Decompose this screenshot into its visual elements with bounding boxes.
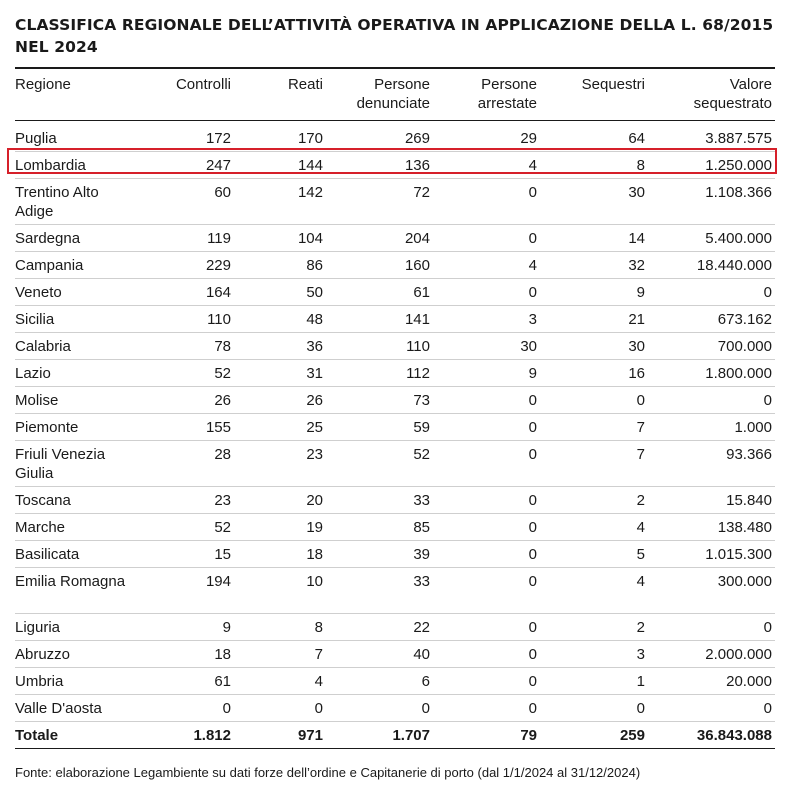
cell-valore-sequestrato: 18.440.000 [648,252,775,279]
cell-regione: Umbria [15,668,130,695]
cell-valore-sequestrato: 5.400.000 [648,225,775,252]
cell-valore-sequestrato: 0 [648,279,775,306]
cell-persone-arrestate: 0 [433,414,540,441]
cell-controlli: 1.812 [130,722,234,749]
table-row [15,121,775,152]
cell-valore-sequestrato: 138.480 [648,514,775,541]
cell-valore-sequestrato: 1.800.000 [648,360,775,387]
table-row [15,568,775,614]
table-row [15,641,775,668]
cell-sequestri: 259 [540,722,648,749]
header-regione: Regione [15,72,130,121]
cell-persone-denunciate: 59 [326,414,433,441]
header-persone-arrestate: Persone arrestate [433,72,540,121]
cell-persone-denunciate: 1.707 [326,722,433,749]
cell-persone-arrestate: 0 [433,668,540,695]
cell-controlli: 247 [130,152,234,179]
cell-reati: 7 [234,641,326,668]
cell-persone-denunciate: 61 [326,279,433,306]
cell-persone-arrestate: 0 [433,441,540,487]
table-title: CLASSIFICA REGIONALE DELL’ATTIVITÀ OPERATIVA IN APPLICAZIONE DELLA L. 68/2015 NEL 2024 [15,16,774,56]
cell-reati: 48 [234,306,326,333]
table-row [15,514,775,541]
cell-sequestri: 30 [540,333,648,360]
table-row [15,668,775,695]
cell-controlli: 60 [130,179,234,225]
cell-regione: Piemonte [15,414,130,441]
cell-controlli: 23 [130,487,234,514]
cell-persone-arrestate: 9 [433,360,540,387]
cell-regione: Puglia [15,121,130,152]
table-row [15,306,775,333]
cell-reati: 4 [234,668,326,695]
cell-regione: Calabria [15,333,130,360]
table-row [15,179,775,225]
cell-reati: 104 [234,225,326,252]
total-row [15,722,775,749]
cell-persone-arrestate: 0 [433,568,540,614]
cell-reati: 142 [234,179,326,225]
table-row [15,387,775,414]
cell-persone-denunciate: 269 [326,121,433,152]
cell-persone-arrestate: 4 [433,252,540,279]
cell-regione: Sicilia [15,306,130,333]
table-row [15,614,775,641]
table-row [15,441,775,487]
cell-controlli: 18 [130,641,234,668]
cell-persone-denunciate: 204 [326,225,433,252]
cell-persone-arrestate: 0 [433,279,540,306]
cell-valore-sequestrato: 15.840 [648,487,775,514]
cell-persone-arrestate: 4 [433,152,540,179]
cell-regione: Basilicata [15,541,130,568]
cell-regione: Veneto [15,279,130,306]
cell-sequestri: 4 [540,568,648,614]
cell-persone-arrestate: 0 [433,387,540,414]
cell-regione: Abruzzo [15,641,130,668]
cell-persone-denunciate: 33 [326,487,433,514]
cell-regione: Lazio [15,360,130,387]
cell-reati: 144 [234,152,326,179]
cell-reati: 971 [234,722,326,749]
cell-persone-arrestate: 0 [433,695,540,722]
cell-persone-arrestate: 0 [433,225,540,252]
cell-valore-sequestrato: 36.843.088 [648,722,775,749]
cell-persone-denunciate: 33 [326,568,433,614]
cell-persone-denunciate: 0 [326,695,433,722]
cell-persone-denunciate: 22 [326,614,433,641]
cell-valore-sequestrato: 3.887.575 [648,121,775,152]
table-row [15,252,775,279]
table-row-highlighted [15,152,775,179]
cell-reati: 36 [234,333,326,360]
table-row [15,541,775,568]
cell-persone-arrestate: 0 [433,179,540,225]
cell-sequestri: 21 [540,306,648,333]
table-row [15,225,775,252]
cell-persone-arrestate: 0 [433,541,540,568]
cell-regione: Molise [15,387,130,414]
cell-controlli: 26 [130,387,234,414]
table-body [15,121,775,749]
cell-regione: Trentino Alto Adige [15,179,130,225]
cell-persone-denunciate: 85 [326,514,433,541]
table-row [15,487,775,514]
cell-reati: 18 [234,541,326,568]
table-row [15,360,775,387]
header-row [15,72,775,121]
cell-valore-sequestrato: 300.000 [648,568,775,614]
cell-reati: 23 [234,441,326,487]
table-row [15,279,775,306]
cell-regione: Liguria [15,614,130,641]
cell-sequestri: 8 [540,152,648,179]
cell-persone-denunciate: 40 [326,641,433,668]
cell-controlli: 110 [130,306,234,333]
cell-sequestri: 32 [540,252,648,279]
cell-regione: Lombardia [15,152,130,179]
cell-reati: 0 [234,695,326,722]
cell-persone-denunciate: 112 [326,360,433,387]
cell-persone-denunciate: 160 [326,252,433,279]
cell-sequestri: 1 [540,668,648,695]
cell-sequestri: 7 [540,441,648,487]
header-valore-sequestrato: Valore sequestrato [648,72,775,121]
cell-persone-denunciate: 52 [326,441,433,487]
cell-regione: Friuli Venezia Giulia [15,441,130,487]
table-row [15,333,775,360]
cell-persone-arrestate: 79 [433,722,540,749]
cell-reati: 19 [234,514,326,541]
table-row [15,695,775,722]
cell-sequestri: 16 [540,360,648,387]
cell-valore-sequestrato: 1.108.366 [648,179,775,225]
cell-controlli: 9 [130,614,234,641]
cell-valore-sequestrato: 1.015.300 [648,541,775,568]
cell-persone-denunciate: 141 [326,306,433,333]
cell-persone-denunciate: 73 [326,387,433,414]
cell-valore-sequestrato: 20.000 [648,668,775,695]
header-controlli: Controlli [130,72,234,121]
cell-sequestri: 4 [540,514,648,541]
cell-reati: 25 [234,414,326,441]
header-sequestri: Sequestri [540,72,648,121]
cell-reati: 26 [234,387,326,414]
cell-controlli: 78 [130,333,234,360]
cell-persone-arrestate: 29 [433,121,540,152]
cell-regione: Marche [15,514,130,541]
cell-valore-sequestrato: 673.162 [648,306,775,333]
cell-persone-denunciate: 110 [326,333,433,360]
cell-sequestri: 0 [540,387,648,414]
header-reati: Reati [234,72,326,121]
cell-reati: 8 [234,614,326,641]
cell-persone-denunciate: 72 [326,179,433,225]
cell-regione: Toscana [15,487,130,514]
cell-persone-arrestate: 0 [433,514,540,541]
cell-controlli: 52 [130,514,234,541]
cell-regione: Totale [15,722,130,749]
cell-sequestri: 9 [540,279,648,306]
cell-controlli: 28 [130,441,234,487]
cell-controlli: 15 [130,541,234,568]
cell-reati: 86 [234,252,326,279]
cell-sequestri: 2 [540,614,648,641]
cell-sequestri: 2 [540,487,648,514]
cell-persone-denunciate: 136 [326,152,433,179]
cell-persone-arrestate: 0 [433,641,540,668]
regional-ranking-table [15,72,775,749]
cell-valore-sequestrato: 1.000 [648,414,775,441]
cell-sequestri: 30 [540,179,648,225]
cell-valore-sequestrato: 0 [648,614,775,641]
cell-sequestri: 14 [540,225,648,252]
cell-controlli: 61 [130,668,234,695]
cell-controlli: 155 [130,414,234,441]
cell-controlli: 229 [130,252,234,279]
cell-sequestri: 3 [540,641,648,668]
cell-sequestri: 64 [540,121,648,152]
cell-regione: Sardegna [15,225,130,252]
cell-persone-arrestate: 0 [433,614,540,641]
cell-controlli: 0 [130,695,234,722]
cell-regione: Campania [15,252,130,279]
table-row [15,414,775,441]
cell-controlli: 119 [130,225,234,252]
cell-reati: 20 [234,487,326,514]
cell-valore-sequestrato: 700.000 [648,333,775,360]
cell-persone-denunciate: 39 [326,541,433,568]
cell-sequestri: 7 [540,414,648,441]
cell-regione: Emilia Romagna [15,568,130,614]
source-note: Fonte: elaborazione Legambiente su dati forze dell’ordine e Capitanerie di porto (dal 1/1/2024 al 31/12/2024) [15,765,641,780]
cell-persone-arrestate: 3 [433,306,540,333]
cell-valore-sequestrato: 2.000.000 [648,641,775,668]
cell-reati: 170 [234,121,326,152]
cell-valore-sequestrato: 1.250.000 [648,152,775,179]
title-rule [15,67,775,69]
cell-controlli: 164 [130,279,234,306]
cell-controlli: 172 [130,121,234,152]
cell-valore-sequestrato: 0 [648,387,775,414]
cell-regione: Valle D'aosta [15,695,130,722]
cell-reati: 10 [234,568,326,614]
cell-persone-arrestate: 0 [433,487,540,514]
cell-controlli: 194 [130,568,234,614]
cell-persone-denunciate: 6 [326,668,433,695]
cell-reati: 31 [234,360,326,387]
cell-controlli: 52 [130,360,234,387]
cell-reati: 50 [234,279,326,306]
header-persone-denunciate: Persone denunciate [326,72,433,121]
cell-valore-sequestrato: 93.366 [648,441,775,487]
cell-sequestri: 5 [540,541,648,568]
cell-sequestri: 0 [540,695,648,722]
cell-valore-sequestrato: 0 [648,695,775,722]
cell-persone-arrestate: 30 [433,333,540,360]
